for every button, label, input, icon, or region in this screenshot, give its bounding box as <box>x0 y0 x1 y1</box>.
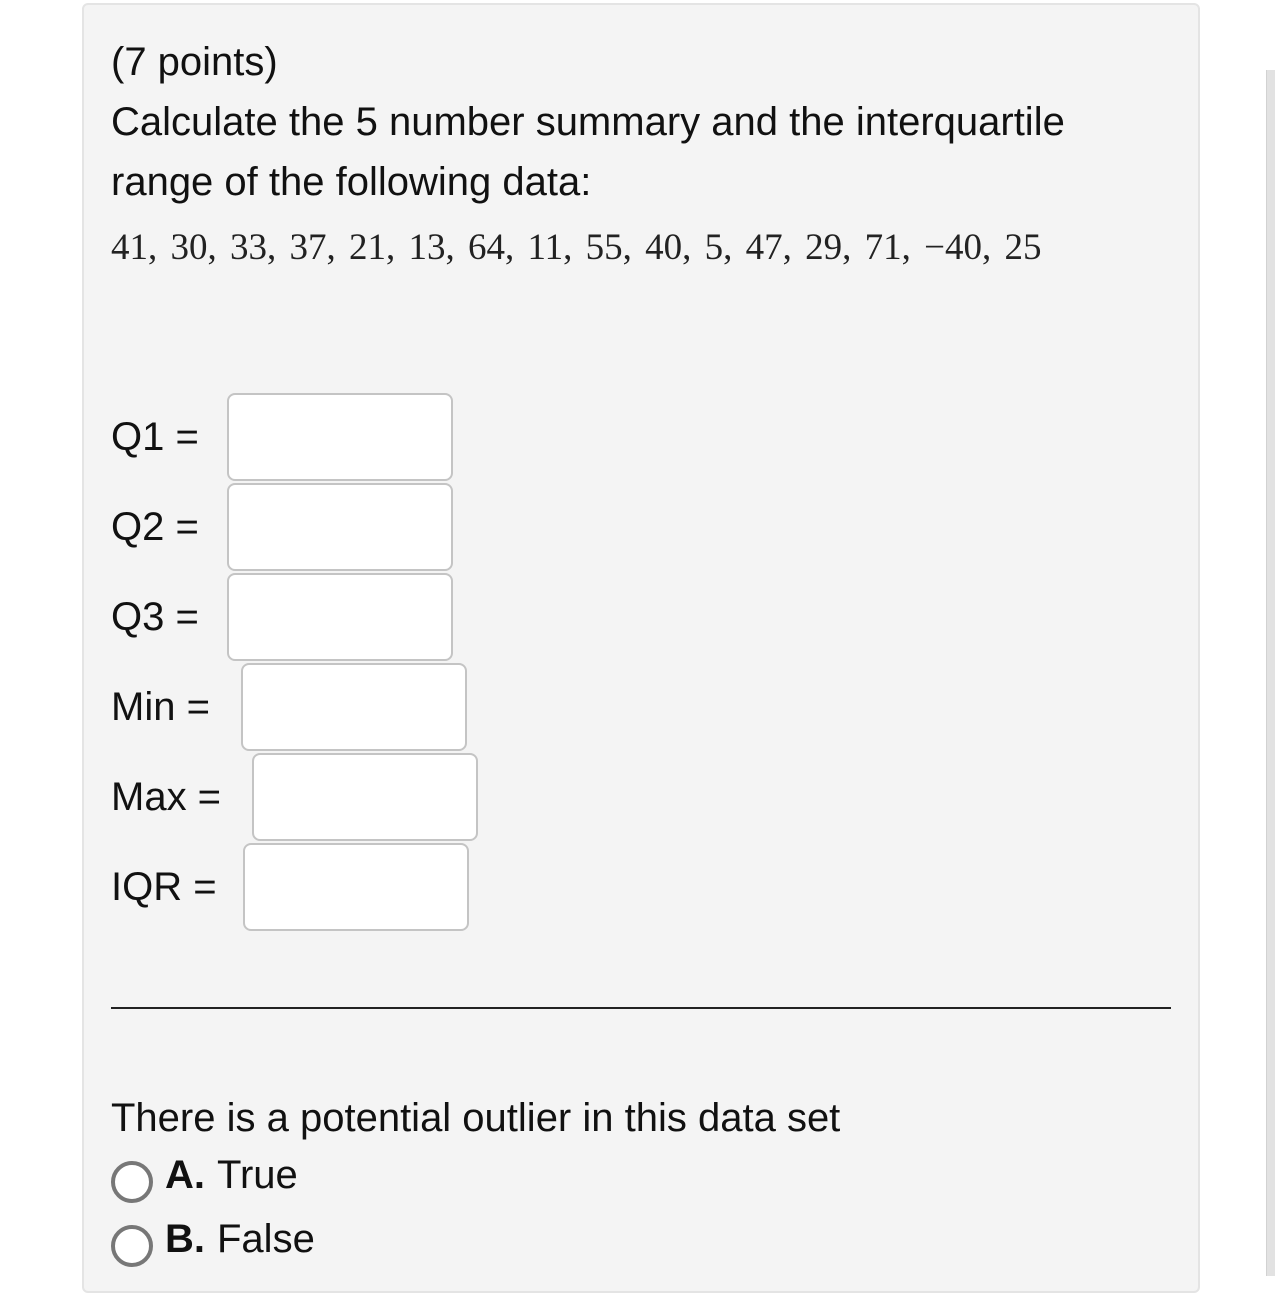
question-prompt-line-1: Calculate the 5 number summary and the interquartile <box>111 100 1065 144</box>
radio-true[interactable] <box>111 1161 153 1203</box>
min-input[interactable] <box>241 663 467 751</box>
outlier-question: There is a potential outlier in this data set <box>111 1096 841 1140</box>
points-label: (7 points) <box>111 40 278 84</box>
option-text-true: True <box>217 1152 298 1197</box>
option-letter-a: A. <box>165 1152 205 1197</box>
max-input[interactable] <box>252 753 478 841</box>
option-text-false: False <box>217 1216 315 1261</box>
radio-false[interactable] <box>111 1225 153 1267</box>
section-divider <box>111 1007 1171 1009</box>
question-prompt-line-2: range of the following data: <box>111 160 592 204</box>
iqr-input[interactable] <box>243 843 469 931</box>
q2-input[interactable] <box>227 483 453 571</box>
q3-label: Q3 = <box>111 595 199 639</box>
option-false[interactable] <box>111 1214 315 1264</box>
data-values: 41, 30, 33, 37, 21, 13, 64, 11, 55, 40, 5, 47, 29, 71, −40, 25 <box>111 227 1042 268</box>
min-label: Min = <box>111 685 210 729</box>
q1-label: Q1 = <box>111 415 199 459</box>
iqr-label: IQR = <box>111 865 217 909</box>
q2-label: Q2 = <box>111 505 199 549</box>
max-label: Max = <box>111 775 222 819</box>
scrollbar[interactable] <box>1266 70 1275 1276</box>
q3-input[interactable] <box>227 573 453 661</box>
option-letter-b: B. <box>165 1216 205 1261</box>
q1-input[interactable] <box>227 393 453 481</box>
option-true[interactable] <box>111 1150 298 1200</box>
